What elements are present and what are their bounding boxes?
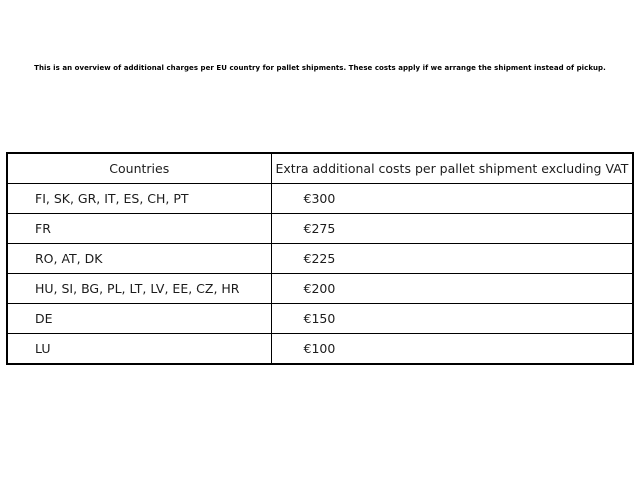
table-header — [7, 153, 633, 184]
cost-cell: €300 — [271, 184, 633, 214]
countries-cell: RO, AT, DK — [7, 244, 271, 274]
cost-column-header: Extra additional costs per pallet shipment excluding VAT — [271, 153, 633, 184]
table-row — [7, 334, 633, 365]
countries-cell: DE — [7, 304, 271, 334]
countries-cell: LU — [7, 334, 271, 365]
table-row — [7, 304, 633, 334]
countries-cell: FR — [7, 214, 271, 244]
cost-cell: €150 — [271, 304, 633, 334]
countries-cell: HU, SI, BG, PL, LT, LV, EE, CZ, HR — [7, 274, 271, 304]
cost-cell: €100 — [271, 334, 633, 365]
table-row — [7, 184, 633, 214]
countries-cell: FI, SK, GR, IT, ES, CH, PT — [7, 184, 271, 214]
page-description: This is an overview of additional charges per EU country for pallet shipments. These costs apply if we arrange the shipment instead of pickup. — [34, 64, 606, 72]
countries-column-header: Countries — [7, 153, 271, 184]
charges-table — [6, 152, 634, 365]
table-row — [7, 274, 633, 304]
table-row — [7, 244, 633, 274]
cost-cell: €200 — [271, 274, 633, 304]
table-row — [7, 214, 633, 244]
table-body — [7, 184, 633, 365]
cost-cell: €225 — [271, 244, 633, 274]
cost-cell: €275 — [271, 214, 633, 244]
header-row — [7, 153, 633, 184]
